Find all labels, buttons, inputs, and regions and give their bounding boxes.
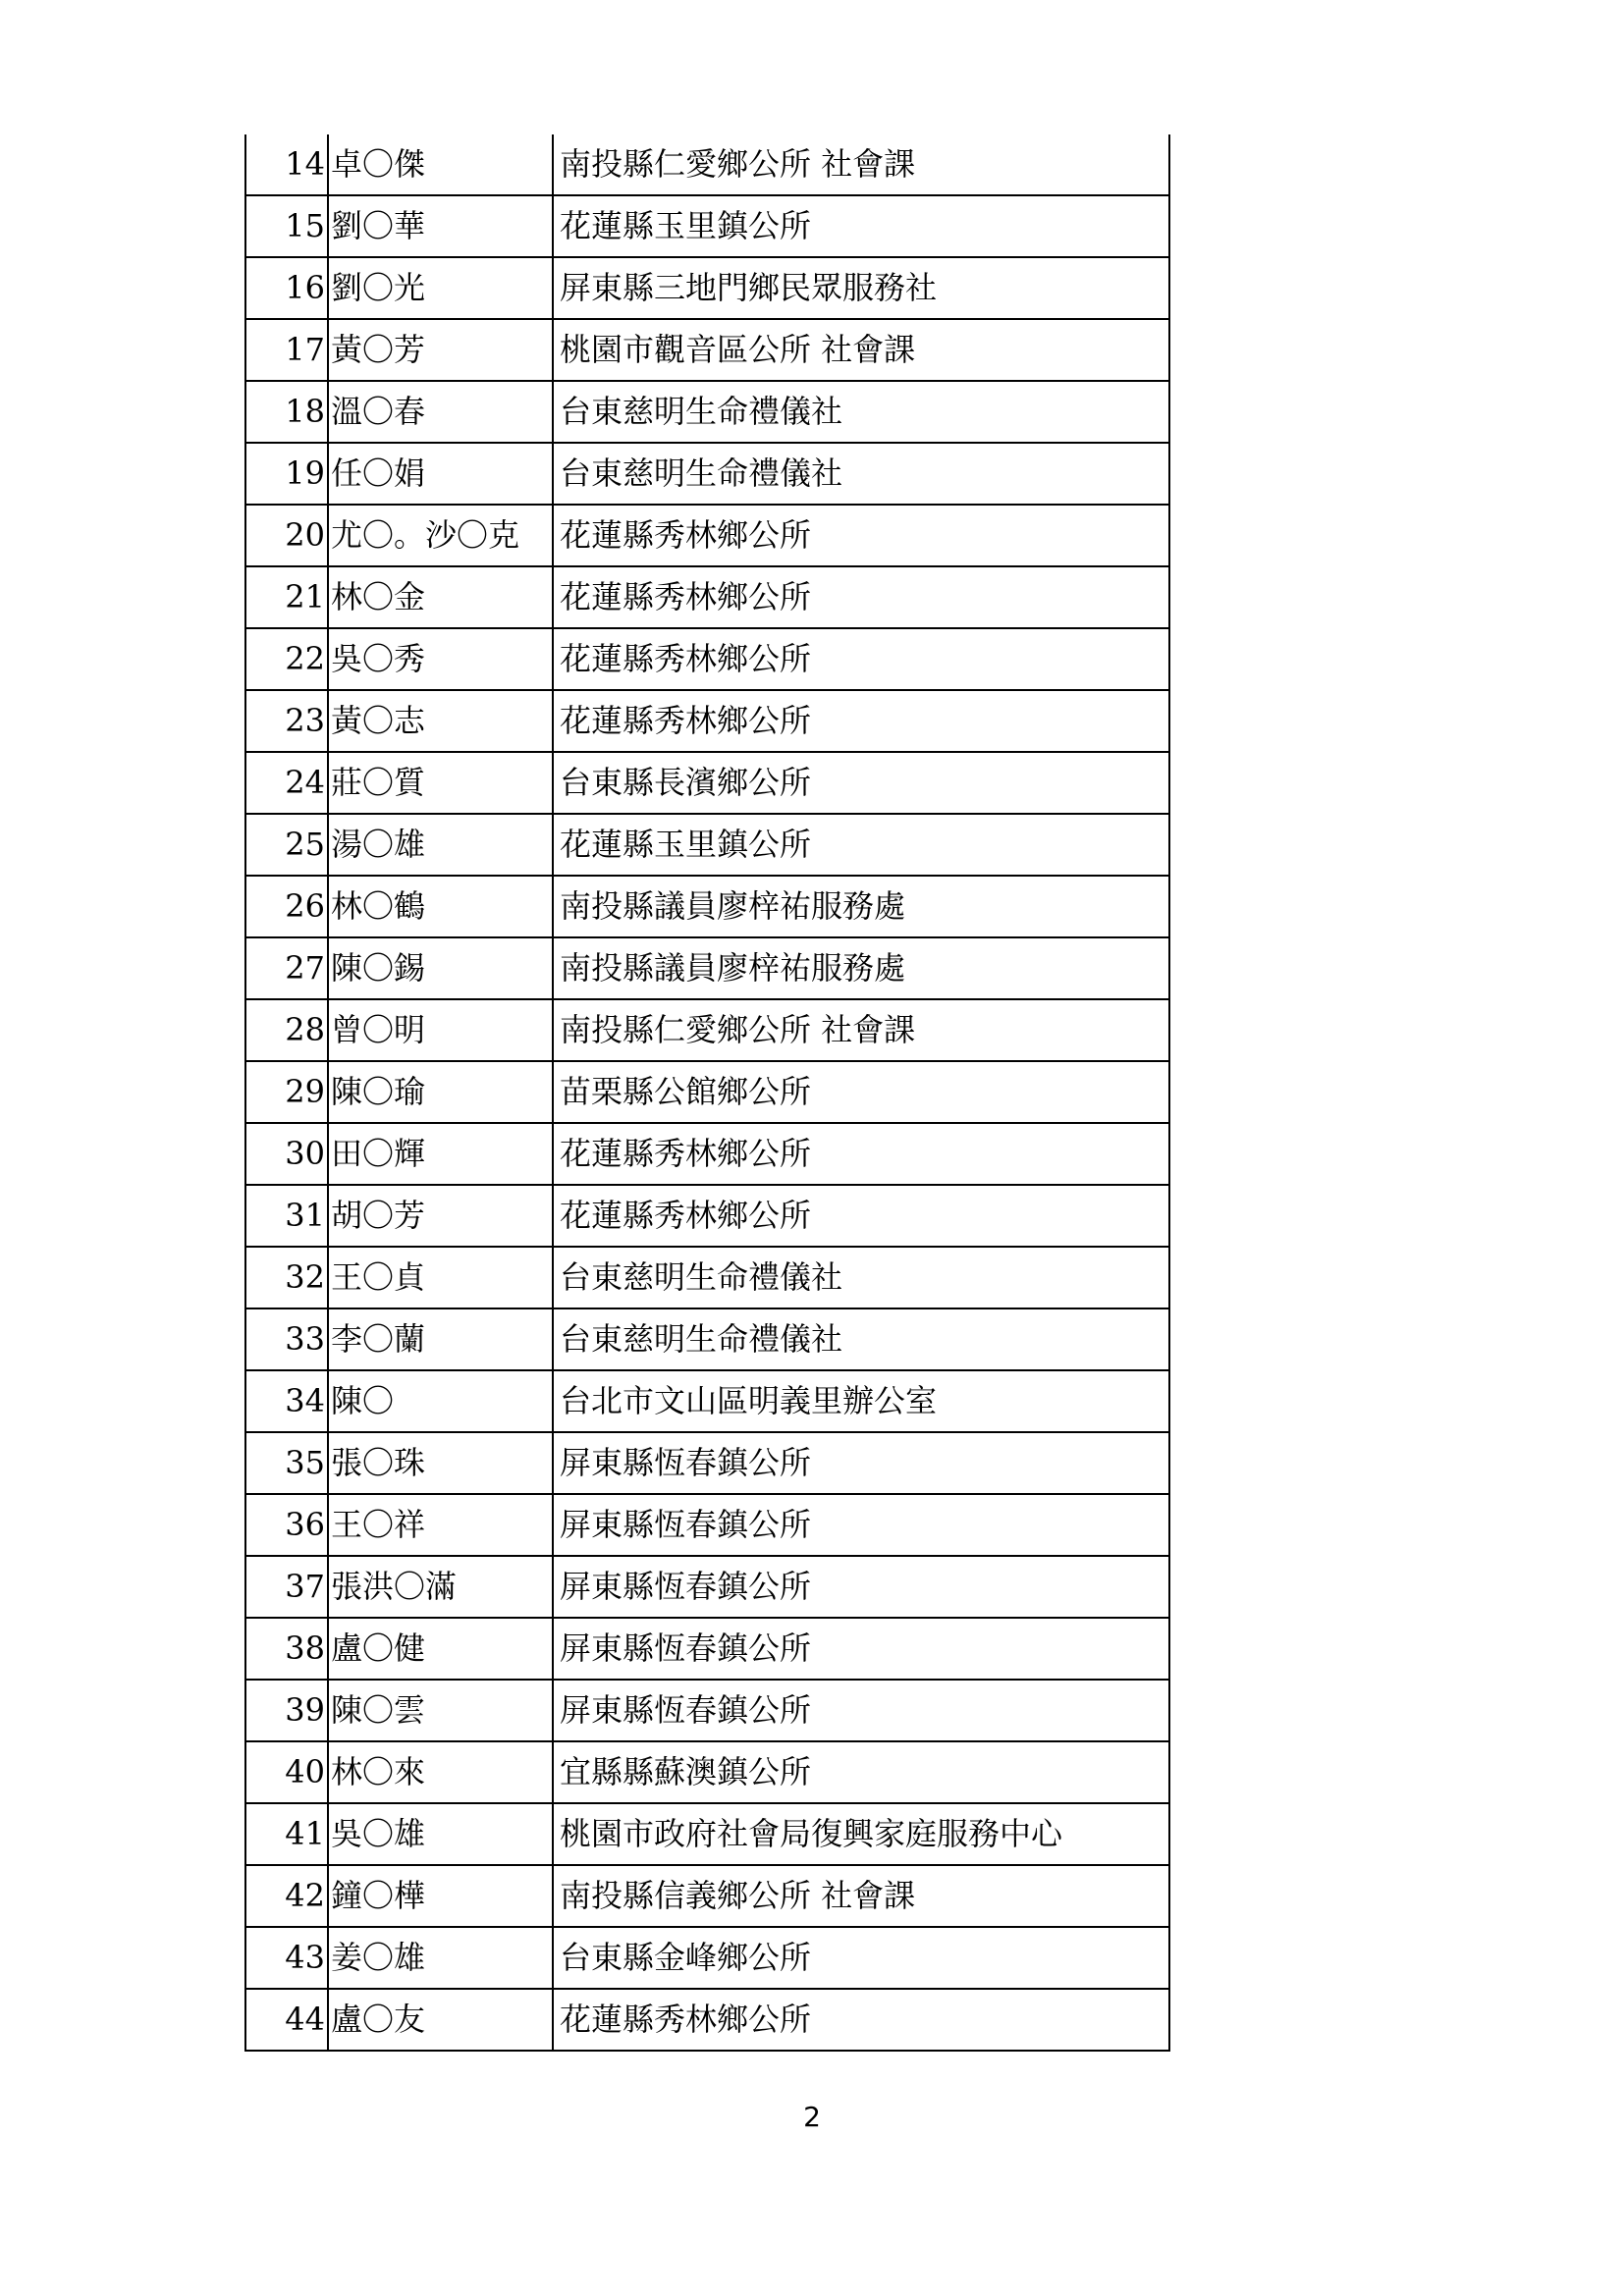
unit-cell: 屏東縣三地門鄉民眾服務社 [553, 257, 1169, 319]
row-number-cell: 40 [245, 1741, 328, 1803]
row-number-cell: 19 [245, 443, 328, 505]
row-number-cell: 39 [245, 1680, 328, 1741]
table-row [245, 1556, 1169, 1618]
unit-cell: 台北市文山區明義里辦公室 [553, 1370, 1169, 1432]
unit-cell: 台東慈明生命禮儀社 [553, 1308, 1169, 1370]
name-cell: 尤〇。沙〇克 [328, 505, 553, 566]
participant-table [244, 134, 1170, 2052]
unit-cell: 宜縣縣蘇澳鎮公所 [553, 1741, 1169, 1803]
row-number-cell: 41 [245, 1803, 328, 1865]
unit-cell: 花蓮縣玉里鎮公所 [553, 814, 1169, 876]
unit-cell: 花蓮縣秀林鄉公所 [553, 566, 1169, 628]
name-cell: 田〇輝 [328, 1123, 553, 1185]
table-row [245, 1247, 1169, 1308]
name-cell: 卓〇傑 [328, 134, 553, 195]
row-number-cell: 32 [245, 1247, 328, 1308]
table-row [245, 1741, 1169, 1803]
table-body [245, 134, 1169, 2051]
name-cell: 吳〇秀 [328, 628, 553, 690]
name-cell: 劉〇光 [328, 257, 553, 319]
unit-cell: 花蓮縣玉里鎮公所 [553, 195, 1169, 257]
table-row [245, 1308, 1169, 1370]
table-row [245, 814, 1169, 876]
table-row [245, 566, 1169, 628]
unit-cell: 花蓮縣秀林鄉公所 [553, 690, 1169, 752]
unit-cell: 花蓮縣秀林鄉公所 [553, 1123, 1169, 1185]
row-number-cell: 21 [245, 566, 328, 628]
table-row [245, 195, 1169, 257]
table-row [245, 1989, 1169, 2051]
unit-cell: 花蓮縣秀林鄉公所 [553, 1185, 1169, 1247]
name-cell: 曾〇明 [328, 999, 553, 1061]
unit-cell: 屏東縣恆春鎮公所 [553, 1618, 1169, 1680]
row-number-cell: 43 [245, 1927, 328, 1989]
row-number-cell: 26 [245, 876, 328, 937]
name-cell: 鐘〇樺 [328, 1865, 553, 1927]
row-number-cell: 23 [245, 690, 328, 752]
row-number-cell: 31 [245, 1185, 328, 1247]
row-number-cell: 22 [245, 628, 328, 690]
row-number-cell: 36 [245, 1494, 328, 1556]
name-cell: 陳〇 [328, 1370, 553, 1432]
row-number-cell: 28 [245, 999, 328, 1061]
name-cell: 吳〇雄 [328, 1803, 553, 1865]
row-number-cell: 29 [245, 1061, 328, 1123]
unit-cell: 花蓮縣秀林鄉公所 [553, 628, 1169, 690]
name-cell: 張洪〇滿 [328, 1556, 553, 1618]
name-cell: 李〇蘭 [328, 1308, 553, 1370]
row-number-cell: 18 [245, 381, 328, 443]
page-number: 2 [803, 2101, 821, 2133]
unit-cell: 南投縣信義鄉公所 社會課 [553, 1865, 1169, 1927]
row-number-cell: 44 [245, 1989, 328, 2051]
unit-cell: 桃園市觀音區公所 社會課 [553, 319, 1169, 381]
name-cell: 湯〇雄 [328, 814, 553, 876]
name-cell: 姜〇雄 [328, 1927, 553, 1989]
row-number-cell: 15 [245, 195, 328, 257]
unit-cell: 苗栗縣公館鄉公所 [553, 1061, 1169, 1123]
table-row [245, 505, 1169, 566]
row-number-cell: 30 [245, 1123, 328, 1185]
row-number-cell: 34 [245, 1370, 328, 1432]
unit-cell: 屏東縣恆春鎮公所 [553, 1556, 1169, 1618]
name-cell: 莊〇質 [328, 752, 553, 814]
name-cell: 劉〇華 [328, 195, 553, 257]
unit-cell: 台東縣金峰鄉公所 [553, 1927, 1169, 1989]
table-row [245, 1123, 1169, 1185]
unit-cell: 台東慈明生命禮儀社 [553, 443, 1169, 505]
unit-cell: 屏東縣恆春鎮公所 [553, 1494, 1169, 1556]
name-cell: 陳〇錫 [328, 937, 553, 999]
table-row [245, 690, 1169, 752]
table-row [245, 1803, 1169, 1865]
name-cell: 黃〇志 [328, 690, 553, 752]
unit-cell: 南投縣議員廖梓祐服務處 [553, 876, 1169, 937]
table-row [245, 443, 1169, 505]
name-cell: 林〇鶴 [328, 876, 553, 937]
name-cell: 王〇祥 [328, 1494, 553, 1556]
row-number-cell: 20 [245, 505, 328, 566]
name-cell: 胡〇芳 [328, 1185, 553, 1247]
unit-cell: 桃園市政府社會局復興家庭服務中心 [553, 1803, 1169, 1865]
unit-cell: 台東縣長濱鄉公所 [553, 752, 1169, 814]
unit-cell: 南投縣仁愛鄉公所 社會課 [553, 999, 1169, 1061]
table-row [245, 1494, 1169, 1556]
unit-cell: 花蓮縣秀林鄉公所 [553, 505, 1169, 566]
table-row [245, 1370, 1169, 1432]
table-row [245, 876, 1169, 937]
row-number-cell: 17 [245, 319, 328, 381]
table-row [245, 381, 1169, 443]
name-cell: 林〇金 [328, 566, 553, 628]
row-number-cell: 25 [245, 814, 328, 876]
name-cell: 陳〇瑜 [328, 1061, 553, 1123]
unit-cell: 南投縣議員廖梓祐服務處 [553, 937, 1169, 999]
row-number-cell: 16 [245, 257, 328, 319]
name-cell: 王〇貞 [328, 1247, 553, 1308]
row-number-cell: 35 [245, 1432, 328, 1494]
table-row [245, 1680, 1169, 1741]
name-cell: 盧〇健 [328, 1618, 553, 1680]
table-row [245, 319, 1169, 381]
table-row [245, 134, 1169, 195]
table-row [245, 752, 1169, 814]
unit-cell: 南投縣仁愛鄉公所 社會課 [553, 134, 1169, 195]
unit-cell: 台東慈明生命禮儀社 [553, 1247, 1169, 1308]
row-number-cell: 14 [245, 134, 328, 195]
table-row [245, 1865, 1169, 1927]
name-cell: 溫〇春 [328, 381, 553, 443]
table-row [245, 999, 1169, 1061]
row-number-cell: 33 [245, 1308, 328, 1370]
table-row [245, 257, 1169, 319]
unit-cell: 花蓮縣秀林鄉公所 [553, 1989, 1169, 2051]
unit-cell: 台東慈明生命禮儀社 [553, 381, 1169, 443]
table-row [245, 628, 1169, 690]
name-cell: 任〇娟 [328, 443, 553, 505]
row-number-cell: 42 [245, 1865, 328, 1927]
name-cell: 黃〇芳 [328, 319, 553, 381]
name-cell: 陳〇雲 [328, 1680, 553, 1741]
name-cell: 張〇珠 [328, 1432, 553, 1494]
name-cell: 盧〇友 [328, 1989, 553, 2051]
row-number-cell: 27 [245, 937, 328, 999]
name-cell: 林〇來 [328, 1741, 553, 1803]
row-number-cell: 38 [245, 1618, 328, 1680]
table-row [245, 1061, 1169, 1123]
unit-cell: 屏東縣恆春鎮公所 [553, 1432, 1169, 1494]
table-row [245, 1432, 1169, 1494]
unit-cell: 屏東縣恆春鎮公所 [553, 1680, 1169, 1741]
row-number-cell: 24 [245, 752, 328, 814]
table-row [245, 937, 1169, 999]
row-number-cell: 37 [245, 1556, 328, 1618]
table-row [245, 1185, 1169, 1247]
table-row [245, 1927, 1169, 1989]
table-row [245, 1618, 1169, 1680]
